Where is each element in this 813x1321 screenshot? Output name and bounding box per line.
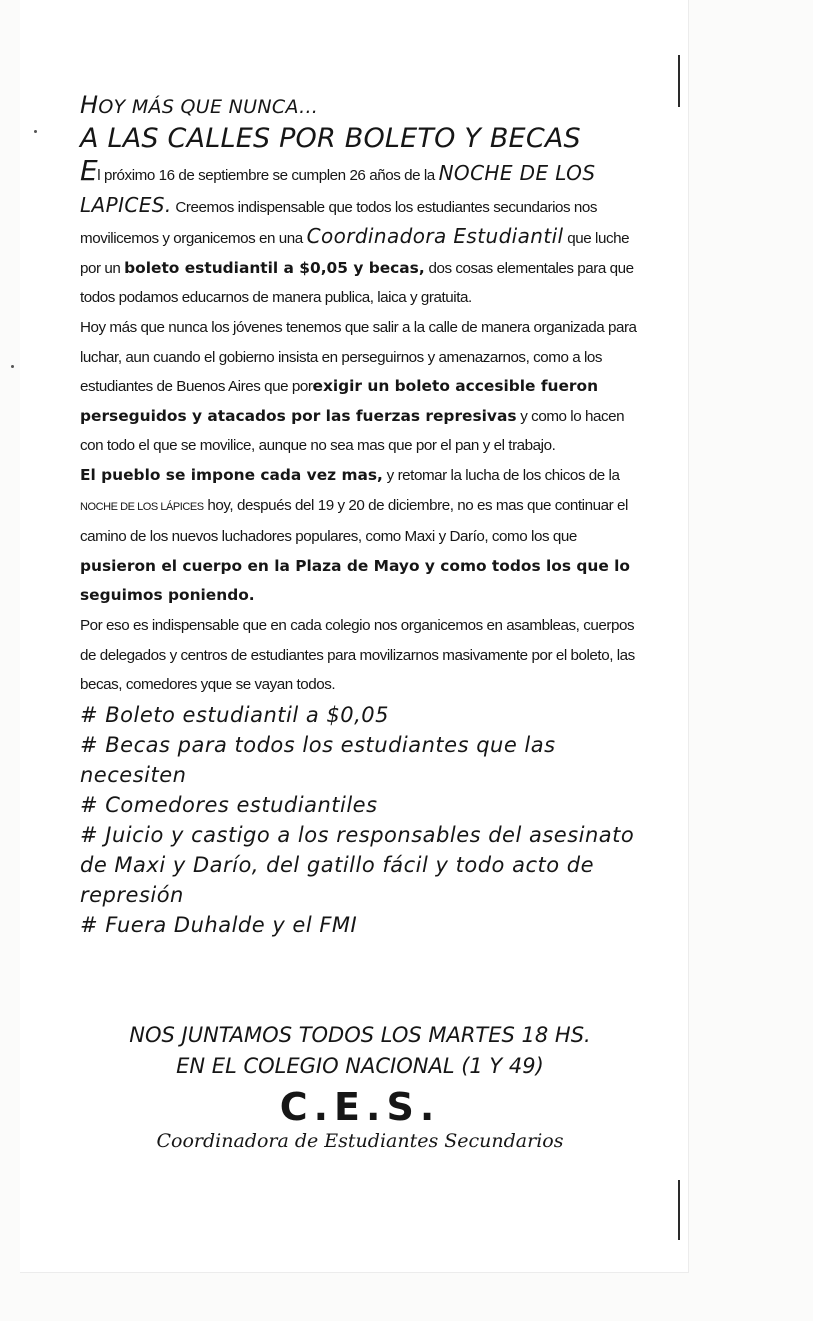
paragraph-2: Hoy más que nunca los jóvenes tenemos que salir a la calle de manera organizada para luchar, aun cuando el gobierno insista en perseguirnos y amenazarnos, como a los estudiantes de Buenos Aires que porexigir un boleto accesible fueron perseguidos y atacados por las fuerzas represivas y como lo hacen con todo el que se movilice, aunque no sea mas que por el pan y el trabajo.	[80, 318, 637, 455]
paragraph-1: El próximo 16 de septiembre se cumplen 26 años de la NOCHE DE LOS LAPICES. Creemos indispensable que todos los estudiantes secundarios nos movilicemos y organicemos en una Coordinadora Estudiantil que luche por un boleto estudiantil a $0,05 y becas, dos cosas elementales para que todos podamos educarnos de manera publica, laica y gratuita.	[80, 154, 634, 307]
noche-de-los-lapices: NOCHE DE LOS LAPICES.	[80, 161, 596, 217]
demand-item: # Becas para todos los estudiantes que las necesiten	[80, 732, 556, 787]
paragraph-3: El pueblo se impone cada vez mas, y retomar la lucha de los chicos de la NOCHE DE LOS LÁPICES hoy, después del 19 y 20 de diciembre, no es mas que continuar el camino de los nuevos luchadores populares, como Maxi y Darío, como los que pusieron el cuerpo en la Plaza de Mayo y como todos los que lo seguimos poniendo.	[80, 465, 630, 605]
demand-item: # Boleto estudiantil a $0,05	[80, 702, 390, 727]
demand-item: # Comedores estudiantiles	[80, 792, 378, 817]
flyer-content	[80, 90, 640, 940]
scan-speck	[34, 130, 37, 133]
coordinadora-estudiantil: Coordinadora Estudiantil	[306, 224, 564, 249]
boleto-becas-emphasis: boleto estudiantil a $0,05 y becas,	[124, 258, 425, 277]
meeting-info	[20, 1020, 700, 1082]
paragraph-4: Por eso es indispensable que en cada colegio nos organicemos en asambleas, cuerpos de delegados y centros de estudiantes para movilizarnos masivamente por el boleto, las becas, comedores yque se vayan todos.	[80, 616, 635, 694]
headline-main: A LAS CALLES POR BOLETO Y BECAS	[80, 123, 581, 154]
repression-emphasis: exigir un boleto accesible fueron perseguidos y atacados por las fuerzas represivas	[80, 377, 599, 425]
noche-small-caps: NOCHE DE LOS LÁPICES	[80, 500, 204, 513]
scan-speck	[11, 365, 14, 368]
scan-edge-mark-top	[678, 55, 680, 107]
scan-edge-mark-bottom	[678, 1180, 680, 1240]
meeting-line-2: EN EL COLEGIO NACIONAL (1 Y 49)	[176, 1054, 544, 1078]
org-full-name: Coordinadora de Estudiantes Secundarios	[156, 1130, 564, 1152]
org-acronym: C.E.S.	[279, 1085, 441, 1129]
drop-cap: E	[80, 154, 98, 187]
meeting-line-1: NOS JUNTAMOS TODOS LOS MARTES 18 HS.	[129, 1023, 591, 1047]
pueblo-emphasis: El pueblo se impone cada vez mas,	[80, 465, 383, 484]
headline-top: HOY MÁS QUE NUNCA...	[80, 91, 319, 119]
demand-item: # Fuera Duhalde y el FMI	[80, 912, 358, 937]
demands-list	[80, 700, 640, 940]
demand-item: # Juicio y castigo a los responsables del asesinato de Maxi y Darío, del gatillo fácil y todo acto de represión	[80, 822, 635, 907]
plaza-de-mayo-emphasis: pusieron el cuerpo en la Plaza de Mayo y como todos los que lo seguimos poniendo.	[80, 556, 630, 605]
